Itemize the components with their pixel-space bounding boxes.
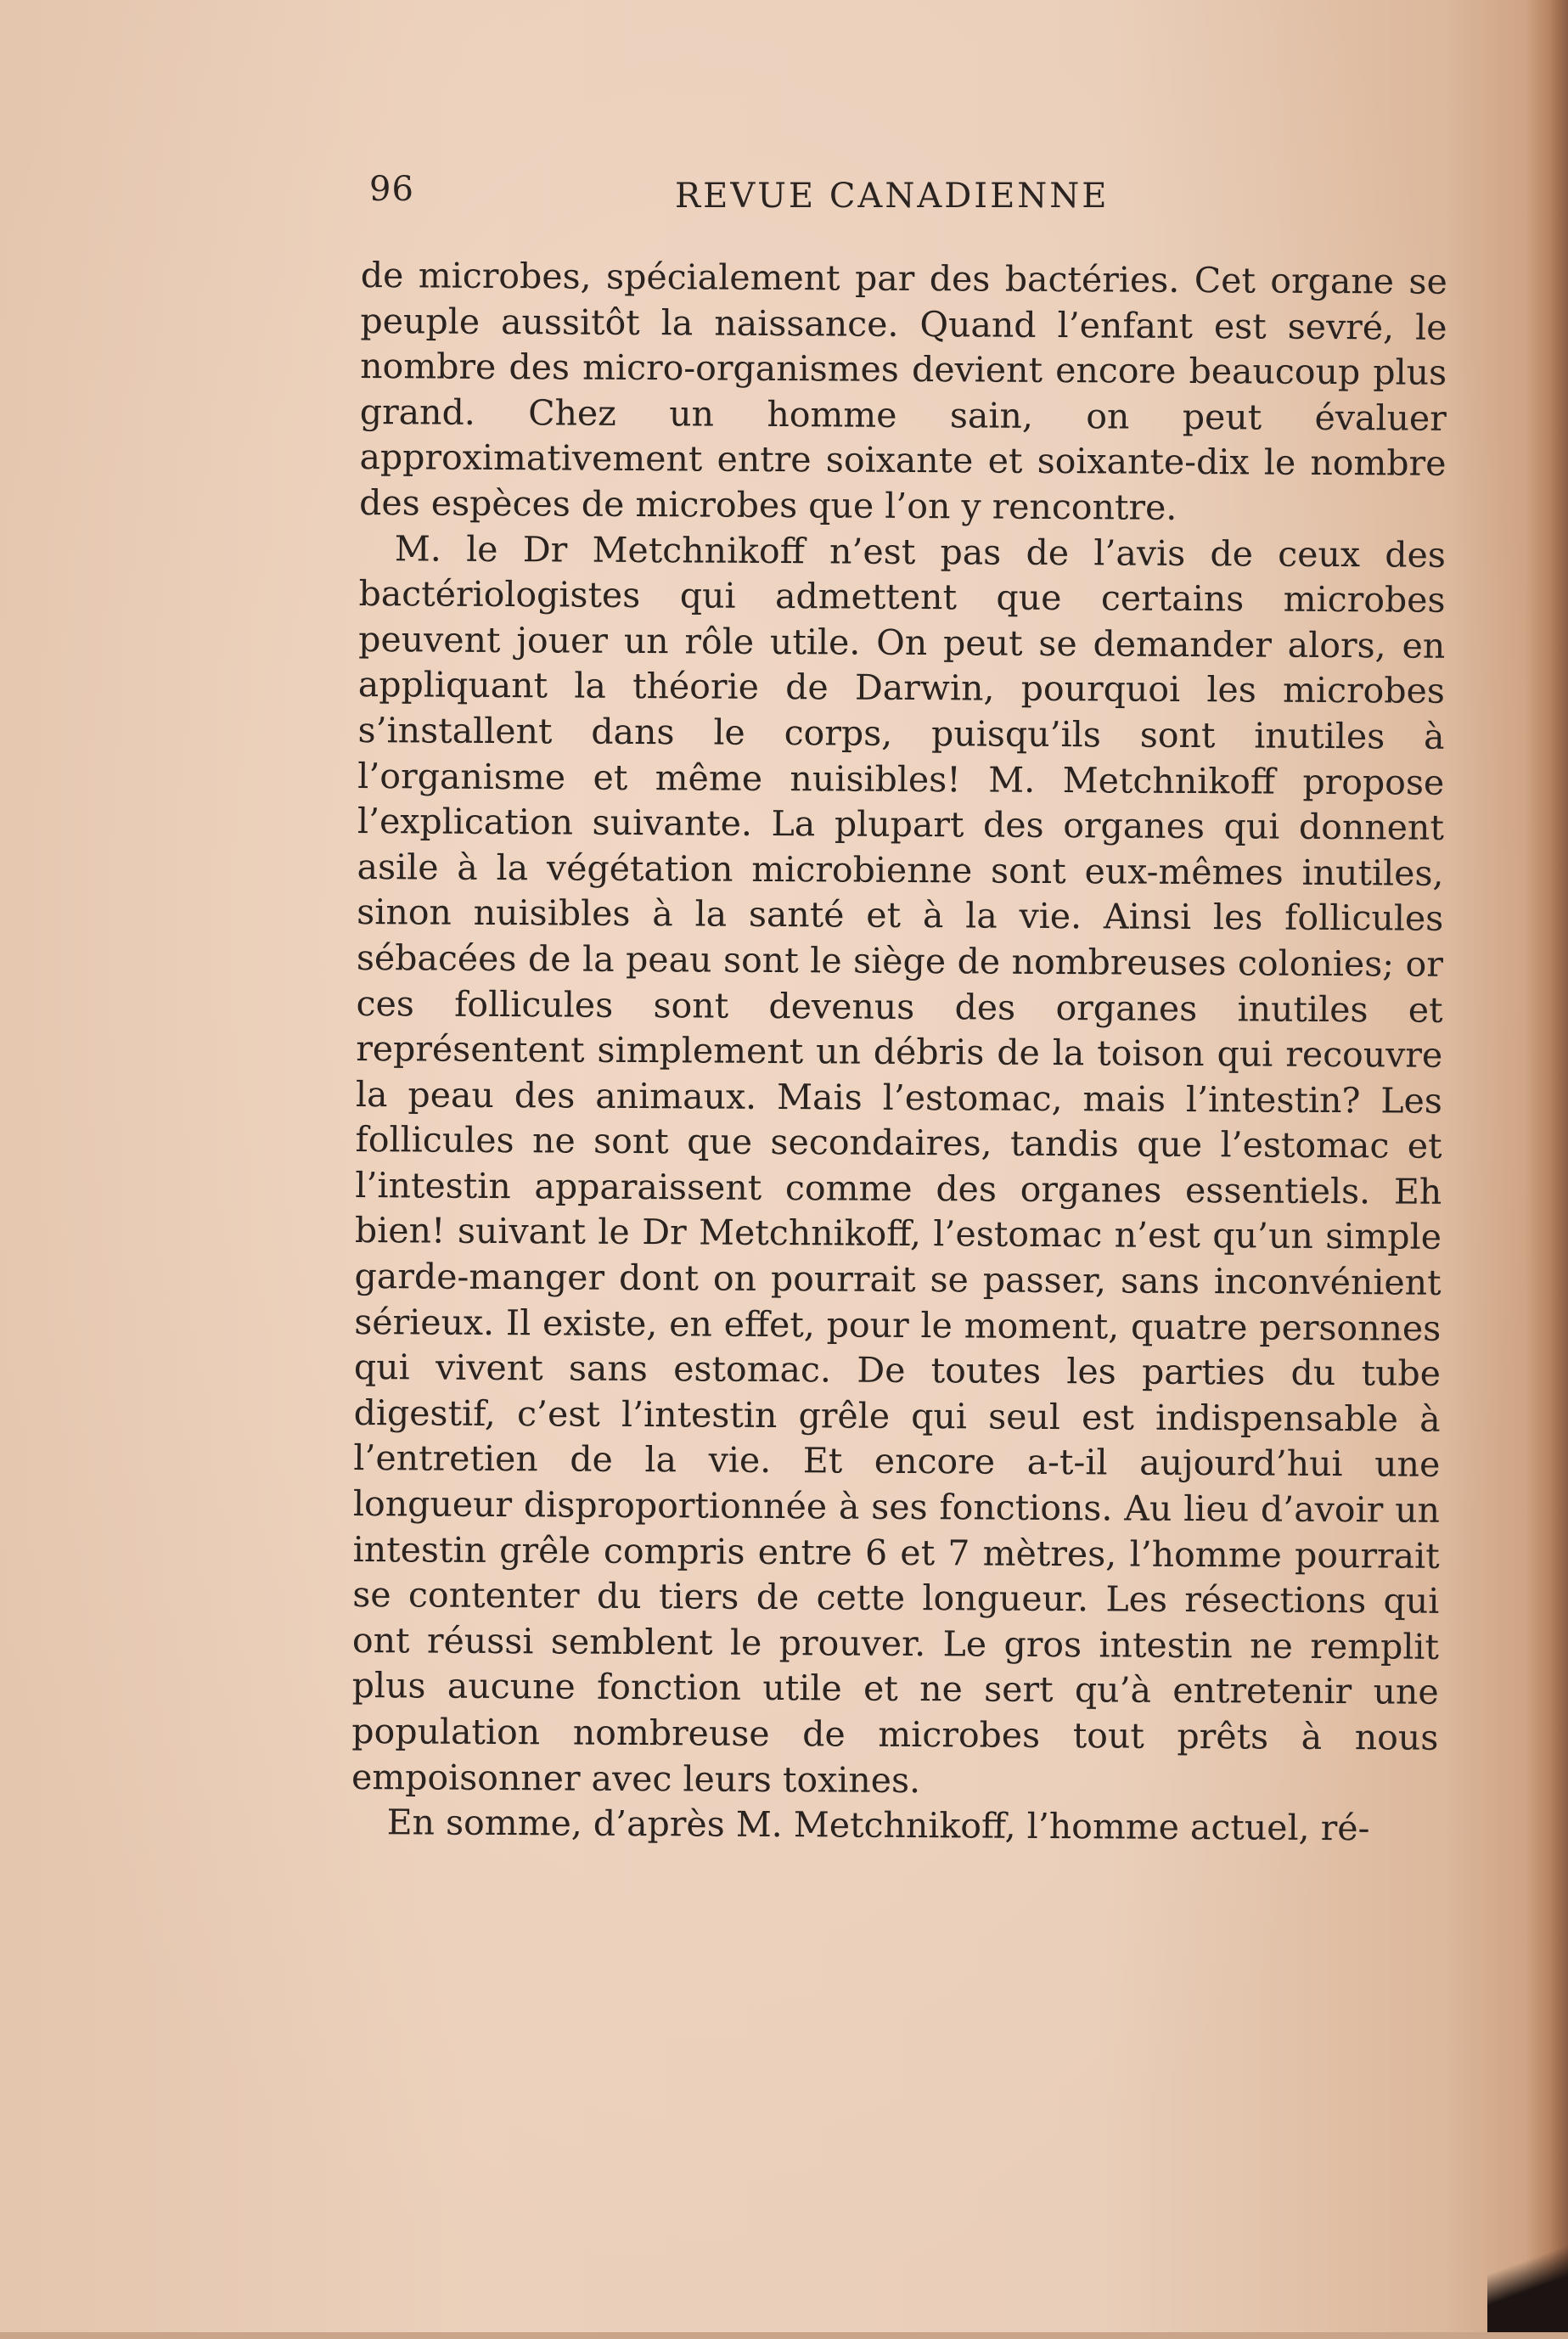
page-bottom-edge — [0, 2332, 1568, 2339]
paragraph-continuation: de microbes, spécialement par des bactéries. Cet organe se peuple aussitôt la naissance. Quand l’enfant est sevré, le nombre des micro-organismes devient encore beaucoup plus grand. Chez un homme sain, on peut évaluer approximativement entre soixante et soixante-dix le nombre des espèces de microbes que l’on y rencontre. — [359, 254, 1447, 528]
journal-title: REVUE CANADIENNE — [675, 177, 1110, 216]
paragraph-metchnikoff: M. le Dr Metchnikoff n’est pas de l’avis de ceux des bactériologistes qui admettent que certains microbes peuvent jouer un rôle utile. On peut se demander alors, en appliquant la théorie de Darwin, pourquoi les microbes s’installent dans le corps, puisqu’ils sont inutiles à l’organisme et même nuisibles! M. Metchnikoff propose l’explication suivante. La plupart des organes qui donnent asile à la végétation microbienne sont eux-mêmes inutiles, sinon nuisibles à la santé et à la vie. Ainsi les follicules sébacées de la peau sont le siège de nombreuses colonies; or ces follicules sont devenus des organes inutiles et représentent simplement un débris de la toison qui recouvre la peau des animaux. Mais l’estomac, mais l’intestin? Les follicules ne sont que secondaires, tandis que l’estomac et l’intestin apparaissent comme des organes essentiels. Eh bien! suivant le Dr Metchnikoff, l’estomac n’est qu’un simple garde-manger dont on pourrait se passer, sans inconvénient sérieux. Il existe, en effet, pour le moment, quatre personnes qui vivent sans estomac. De toutes les parties du tube digestif, c’est l’intestin grêle qui seul est indispensable à l’entretien de la vie. Et encore a-t-il aujourd’hui une longueur disproportionnée à ses fonctions. Au lieu d’avoir un intestin grêle compris entre 6 et 7 mètres, l’homme pourrait se contenter du tiers de cette longueur. Les résections qui ont réussi semblent le prouver. Le gros intestin ne remplit plus aucune fonction utile et ne sert qu’à entretenir une population nombreuse de microbes tout prêts à nous empoisonner avec leurs toxines. — [351, 527, 1446, 1801]
page-binding-shadow — [1526, 0, 1568, 2339]
page-corner-shadow — [1487, 2212, 1568, 2339]
paragraph-summary-start: En somme, d’après M. Metchnikoff, l’homme actuel, ré- — [386, 1802, 1370, 1849]
running-head — [369, 161, 1439, 238]
body-text — [351, 253, 1447, 1853]
page-number: 96 — [369, 170, 414, 209]
